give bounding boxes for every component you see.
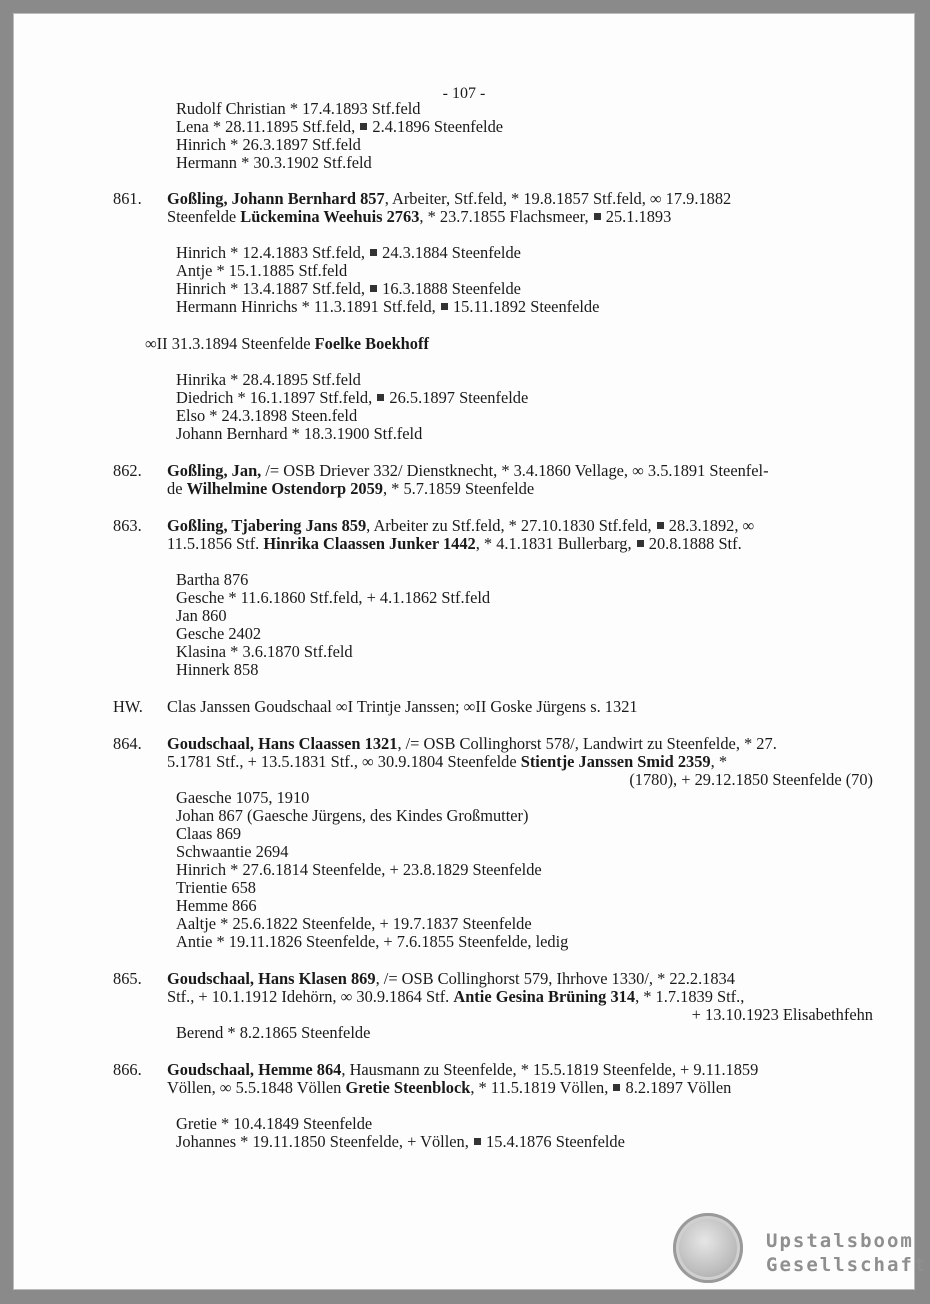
spouse-name: Hinrika Claassen Junker 1442: [263, 534, 476, 553]
child-entry: Hinnerk 858: [176, 660, 259, 679]
entry-name: Goudschaal, Hans Claassen 1321: [167, 734, 398, 753]
continuation-text: , * 11.5.1819 Völlen, 8.2.1897 Völlen: [470, 1078, 732, 1097]
page-number: - 107 -: [442, 85, 486, 102]
entry-name: Goudschaal, Hemme 864: [167, 1060, 342, 1079]
entry-details: , /= OSB Collinghorst 578/, Landwirt zu Steenfelde, * 27.: [397, 734, 777, 753]
child-entry: Trientie 658: [176, 878, 256, 897]
child-entry: Lena * 28.11.1895 Stf.feld, 2.4.1896 Steenfelde: [176, 117, 504, 136]
spouse-name: Stientje Janssen Smid 2359: [520, 752, 711, 771]
entry-name: Goßling, Tjabering Jans 859: [167, 516, 367, 535]
burial-mark-icon: [377, 394, 384, 401]
continuation-text: de: [167, 479, 187, 498]
entry-heading: [167, 970, 735, 988]
child-entry: Claas 869: [176, 824, 242, 843]
spouse-name: Antie Gesina Brüning 314: [453, 987, 636, 1006]
society-logo: [673, 1213, 928, 1289]
burial-mark-icon: [360, 123, 367, 130]
spouse-name: Gretie Steenblock: [345, 1078, 471, 1097]
child-entry: Antie * 19.11.1826 Steenfelde, + 7.6.1855 Steenfelde, ledig: [176, 932, 569, 951]
continuation-text: , *: [710, 752, 728, 771]
entry-heading: [167, 698, 638, 716]
entry-heading: [167, 1061, 758, 1079]
burial-mark-icon: [370, 249, 377, 256]
child-entry: Gesche 2402: [176, 624, 262, 643]
child-entry: Bartha 876: [176, 570, 249, 589]
burial-mark-icon: [657, 522, 664, 529]
entry-number: 864.: [113, 734, 142, 753]
child-entry: Hinrich * 12.4.1883 Stf.feld, 24.3.1884 Steenfelde: [176, 243, 521, 262]
spouse-name: Wilhelmine Ostendorp 2059: [186, 479, 383, 498]
continuation-text: , * 5.7.1859 Steenfelde: [382, 479, 535, 498]
child-entry: Klasina * 3.6.1870 Stf.feld: [176, 642, 353, 661]
entry-name: Goßling, Johann Bernhard 857: [167, 189, 385, 208]
child-entry: Diedrich * 16.1.1897 Stf.feld, 26.5.1897 Steenfelde: [176, 388, 529, 407]
child-entry: Schwaantie 2694: [176, 842, 289, 861]
child-entry: Gesche * 11.6.1860 Stf.feld, + 4.1.1862 Stf.feld: [176, 588, 491, 607]
child-entry: Aaltje * 25.6.1822 Steenfelde, + 19.7.1837 Steenfelde: [176, 914, 532, 933]
burial-mark-icon: [613, 1084, 620, 1091]
burial-mark-icon: [594, 213, 601, 220]
child-entry: Jan 860: [176, 606, 227, 625]
child-entry: Johannes * 19.11.1850 Steenfelde, + Völlen, 15.4.1876 Steenfelde: [176, 1132, 625, 1151]
logo-line-2: Gesellschaft: [766, 1254, 928, 1276]
entry-details: , Arbeiter, Stf.feld, * 19.8.1857 Stf.feld, ∞ 17.9.1882: [384, 189, 732, 208]
entry-continuation: [167, 535, 742, 553]
entry-number: 862.: [113, 461, 142, 480]
child-entry: Hemme 866: [176, 896, 257, 915]
child-entry: Hinrich * 27.6.1814 Steenfelde, + 23.8.1829 Steenfelde: [176, 860, 542, 879]
entry-number: 863.: [113, 516, 142, 535]
entry-details: /= OSB Driever 332/ Dienstknecht, * 3.4.1860 Vellage, ∞ 3.5.1891 Steenfel-: [261, 461, 769, 480]
entry-continuation: [145, 335, 429, 353]
continuation-text: 5.1781 Stf., + 13.5.1831 Stf., ∞ 30.9.1804 Steenfelde: [167, 752, 521, 771]
entry-continuation-right: + 13.10.1923 Elisabethfehn: [691, 1005, 873, 1024]
child-entry: Johan 867 (Gaesche Jürgens, des Kindes Großmutter): [176, 806, 529, 825]
continuation-text: , * 4.1.1831 Bullerbarg, 20.8.1888 Stf.: [475, 534, 742, 553]
child-entry: Hinrich * 13.4.1887 Stf.feld, 16.3.1888 Steenfelde: [176, 279, 521, 298]
seal-icon: [673, 1213, 743, 1283]
continuation-text: 11.5.1856 Stf.: [167, 534, 264, 553]
entry-continuation-right: (1780), + 29.12.1850 Steenfelde (70): [629, 770, 873, 789]
continuation-text: Steenfelde: [167, 207, 241, 226]
entry-heading: [167, 735, 777, 753]
child-entry: Hermann Hinrichs * 11.3.1891 Stf.feld, 15.11.1892 Steenfelde: [176, 297, 600, 316]
burial-mark-icon: [474, 1138, 481, 1145]
child-entry: Gaesche 1075, 1910: [176, 788, 310, 807]
entry-continuation: [167, 988, 744, 1006]
spouse-name: Lückemina Weehuis 2763: [240, 207, 420, 226]
child-entry: Rudolf Christian * 17.4.1893 Stf.feld: [176, 99, 421, 118]
entry-name: Goudschaal, Hans Klasen 869: [167, 969, 376, 988]
entry-heading: [167, 190, 731, 208]
entry-continuation: [167, 480, 534, 498]
entry-name: Goßling, Jan,: [167, 461, 262, 480]
child-entry: Hermann * 30.3.1902 Stf.feld: [176, 153, 372, 172]
entry-continuation: [167, 208, 671, 226]
entry-continuation: [167, 1079, 731, 1097]
child-entry: Gretie * 10.4.1849 Steenfelde: [176, 1114, 373, 1133]
entry-number: 865.: [113, 969, 142, 988]
entry-heading: [167, 462, 769, 480]
child-entry: Antje * 15.1.1885 Stf.feld: [176, 261, 348, 280]
continuation-text: Völlen, ∞ 5.5.1848 Völlen: [167, 1078, 346, 1097]
entry-details: , Hausmann zu Steenfelde, * 15.5.1819 Steenfelde, + 9.11.1859: [341, 1060, 759, 1079]
burial-mark-icon: [637, 540, 644, 547]
continuation-text: , * 1.7.1839 Stf.,: [635, 987, 745, 1006]
entry-details: , /= OSB Collinghorst 579, Ihrhove 1330/, * 22.2.1834: [375, 969, 735, 988]
child-entry: Johann Bernhard * 18.3.1900 Stf.feld: [176, 424, 423, 443]
entry-continuation: [167, 753, 727, 771]
child-entry: Elso * 24.3.1898 Steen.feld: [176, 406, 358, 425]
document-page: [13, 13, 928, 1290]
continuation-text: ∞II 31.3.1894 Steenfelde: [145, 334, 315, 353]
child-entry: Berend * 8.2.1865 Steenfelde: [176, 1023, 371, 1042]
burial-mark-icon: [370, 285, 377, 292]
continuation-text: Stf., + 10.1.1912 Idehörn, ∞ 30.9.1864 Stf.: [167, 987, 454, 1006]
child-entry: Hinrika * 28.4.1895 Stf.feld: [176, 370, 361, 389]
entry-number: 861.: [113, 189, 142, 208]
burial-mark-icon: [441, 303, 448, 310]
entry-heading: [167, 517, 754, 535]
logo-text: [766, 1229, 927, 1277]
logo-line-1: Upstalsboom: [766, 1230, 914, 1252]
entry-details: Clas Janssen Goudschaal ∞I Trintje Janssen; ∞II Goske Jürgens s. 1321: [167, 697, 638, 716]
entry-details: , Arbeiter zu Stf.feld, * 27.10.1830 Stf.feld, 28.3.1892, ∞: [366, 516, 755, 535]
continuation-text: , * 23.7.1855 Flachsmeer, 25.1.1893: [419, 207, 672, 226]
child-entry: Hinrich * 26.3.1897 Stf.feld: [176, 135, 361, 154]
entry-number: 866.: [113, 1060, 142, 1079]
entry-number: HW.: [113, 697, 143, 716]
spouse-name: Foelke Boekhoff: [314, 334, 429, 353]
